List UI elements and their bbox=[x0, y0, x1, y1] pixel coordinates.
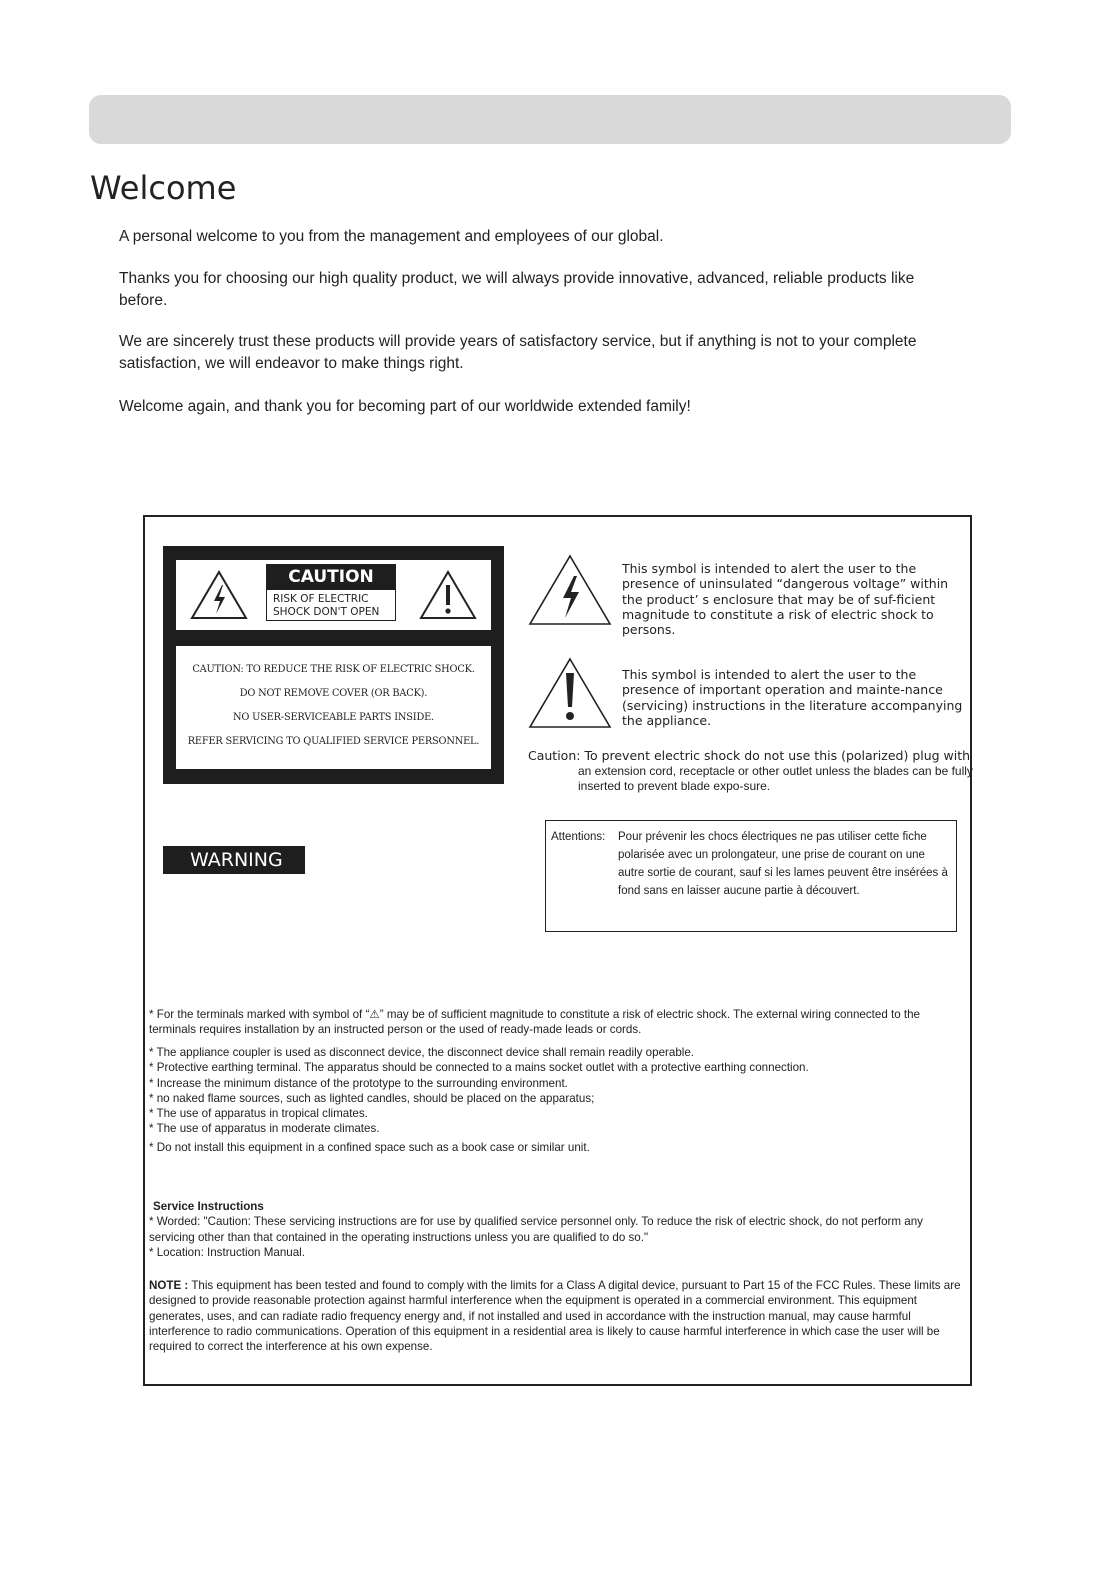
welcome-paragraph: We are sincerely trust these products will provide years of satisfactory service, but if anything is not to your complete satisfaction, we will endeavor to make things right. bbox=[119, 333, 917, 372]
service-heading: Service Instructions bbox=[153, 1200, 264, 1213]
exclamation-symbol-icon bbox=[528, 657, 612, 729]
list-item: * The use of apparatus in moderate climates. bbox=[149, 1122, 380, 1136]
caution-label-box bbox=[163, 546, 504, 784]
caution-subtext-line: RISK OF ELECTRIC bbox=[273, 593, 369, 605]
caution-label bbox=[266, 564, 396, 621]
header-bar bbox=[89, 95, 1011, 144]
caution-subtext-line: SHOCK DON'T OPEN bbox=[273, 606, 380, 618]
list-item: * Protective earthing terminal. The apparatus should be connected to a mains socket outlet with a protective earthing connection. bbox=[149, 1061, 809, 1075]
fcc-note bbox=[149, 1278, 969, 1354]
attentions-text: Pour prévenir les chocs électriques ne pas utiliser cette fiche polarisée avec un prolongateur, une prise de courant on une autre sortie de courant, sauf si les lames peuvent être insérées à fond sans en laisser aucune partie à découvert. bbox=[618, 831, 948, 897]
service-instructions bbox=[149, 1199, 969, 1260]
caution-subtext bbox=[267, 590, 395, 619]
terminals-note: * For the terminals marked with symbol of “⚠” may be of sufficient magnitude to constitute a risk of electric shock. The external wiring connected to the terminals requires installation by an instructed person or the used of ready-made leads or cords. bbox=[149, 1008, 920, 1037]
fcc-note-text: This equipment has been tested and found to comply with the limits for a Class A digital device, pursuant to Part 15 of the FCC Rules. These limits are designed to provide reasonable protection against harmful interference when the equipment is operated in a commercial environment. This equipment generates, uses, and can radiate radio frequency energy and, if not installed and used in accordance with the instruction manual, may cause harmful interference to radio communications. Operation of this equipment in a residential area is likely to cause harmful interference in which case the user will be required to correct the interference at his own expense. bbox=[149, 1279, 961, 1354]
welcome-paragraph: Thanks you for choosing our high quality product, we will always provide innovative, advanced, reliable products like before. bbox=[119, 270, 915, 309]
list-item: * Do not install this equipment in a confined space such as a book case or similar unit. bbox=[149, 1140, 590, 1154]
caution-instruction-line: REFER SERVICING TO QUALIFIED SERVICE PERSONNEL. bbox=[187, 736, 480, 747]
caution-label-instructions bbox=[176, 646, 491, 769]
attentions-box bbox=[545, 820, 957, 932]
caution-instruction-line: CAUTION: TO REDUCE THE RISK OF ELECTRIC SHOCK. bbox=[192, 664, 475, 675]
caution-heading: CAUTION bbox=[267, 565, 395, 590]
attentions-label: Attentions: bbox=[551, 831, 606, 843]
page-title: Welcome bbox=[90, 169, 237, 207]
welcome-paragraph: A personal welcome to you from the management and employees of our global. bbox=[119, 228, 664, 245]
welcome-paragraph: Welcome again, and thank you for becoming part of our worldwide extended family! bbox=[119, 398, 691, 415]
lightning-symbol-description: This symbol is intended to alert the user to the presence of uninsulated “dangerous voltage” within the product’ s enclosure that may be of suf-ficient magnitude to constitute a risk of electric shock to persons. bbox=[622, 561, 949, 638]
caution-note-continuation: an extension cord, receptacle or other outlet unless the blades can be fully inserted to prevent blade expo-sure. bbox=[578, 763, 973, 793]
polarized-plug-caution bbox=[528, 748, 973, 795]
list-item: * The appliance coupler is used as disconnect device, the disconnect device shall remain readily operable. bbox=[149, 1046, 695, 1059]
fcc-note-label: NOTE : bbox=[149, 1279, 189, 1292]
lightning-warning-icon bbox=[190, 570, 248, 620]
safety-bullet-list bbox=[149, 1045, 969, 1155]
exclamation-warning-icon bbox=[419, 570, 477, 620]
caution-label-top bbox=[176, 560, 491, 630]
list-item: * The use of apparatus in tropical climates. bbox=[149, 1107, 368, 1121]
exclamation-symbol-description: This symbol is intended to alert the user to the presence of important operation and mainte-nance (servicing) instructions in the literature accompanying the appliance. bbox=[622, 667, 963, 728]
list-item: * no naked flame sources, such as lighted candles, should be placed on the apparatus; bbox=[149, 1091, 595, 1105]
lightning-symbol-icon bbox=[528, 554, 612, 626]
service-location: * Location: Instruction Manual. bbox=[149, 1245, 305, 1259]
warning-label: WARNING bbox=[163, 846, 305, 874]
caution-instruction-line: NO USER-SERVICEABLE PARTS INSIDE. bbox=[233, 712, 434, 723]
list-item: * Increase the minimum distance of the prototype to the surrounding environment. bbox=[149, 1076, 568, 1090]
service-worded: * Worded: "Caution: These servicing instructions are for use by qualified service personnel only. To reduce the risk of electric shock, do not perform any servicing other than that contained in the operating instructions unless you are qualified to do so." bbox=[149, 1215, 923, 1244]
caution-note-first-line: Caution: To prevent electric shock do not use this (polarized) plug with bbox=[528, 748, 971, 763]
caution-instruction-line: DO NOT REMOVE COVER (OR BACK). bbox=[239, 688, 428, 699]
